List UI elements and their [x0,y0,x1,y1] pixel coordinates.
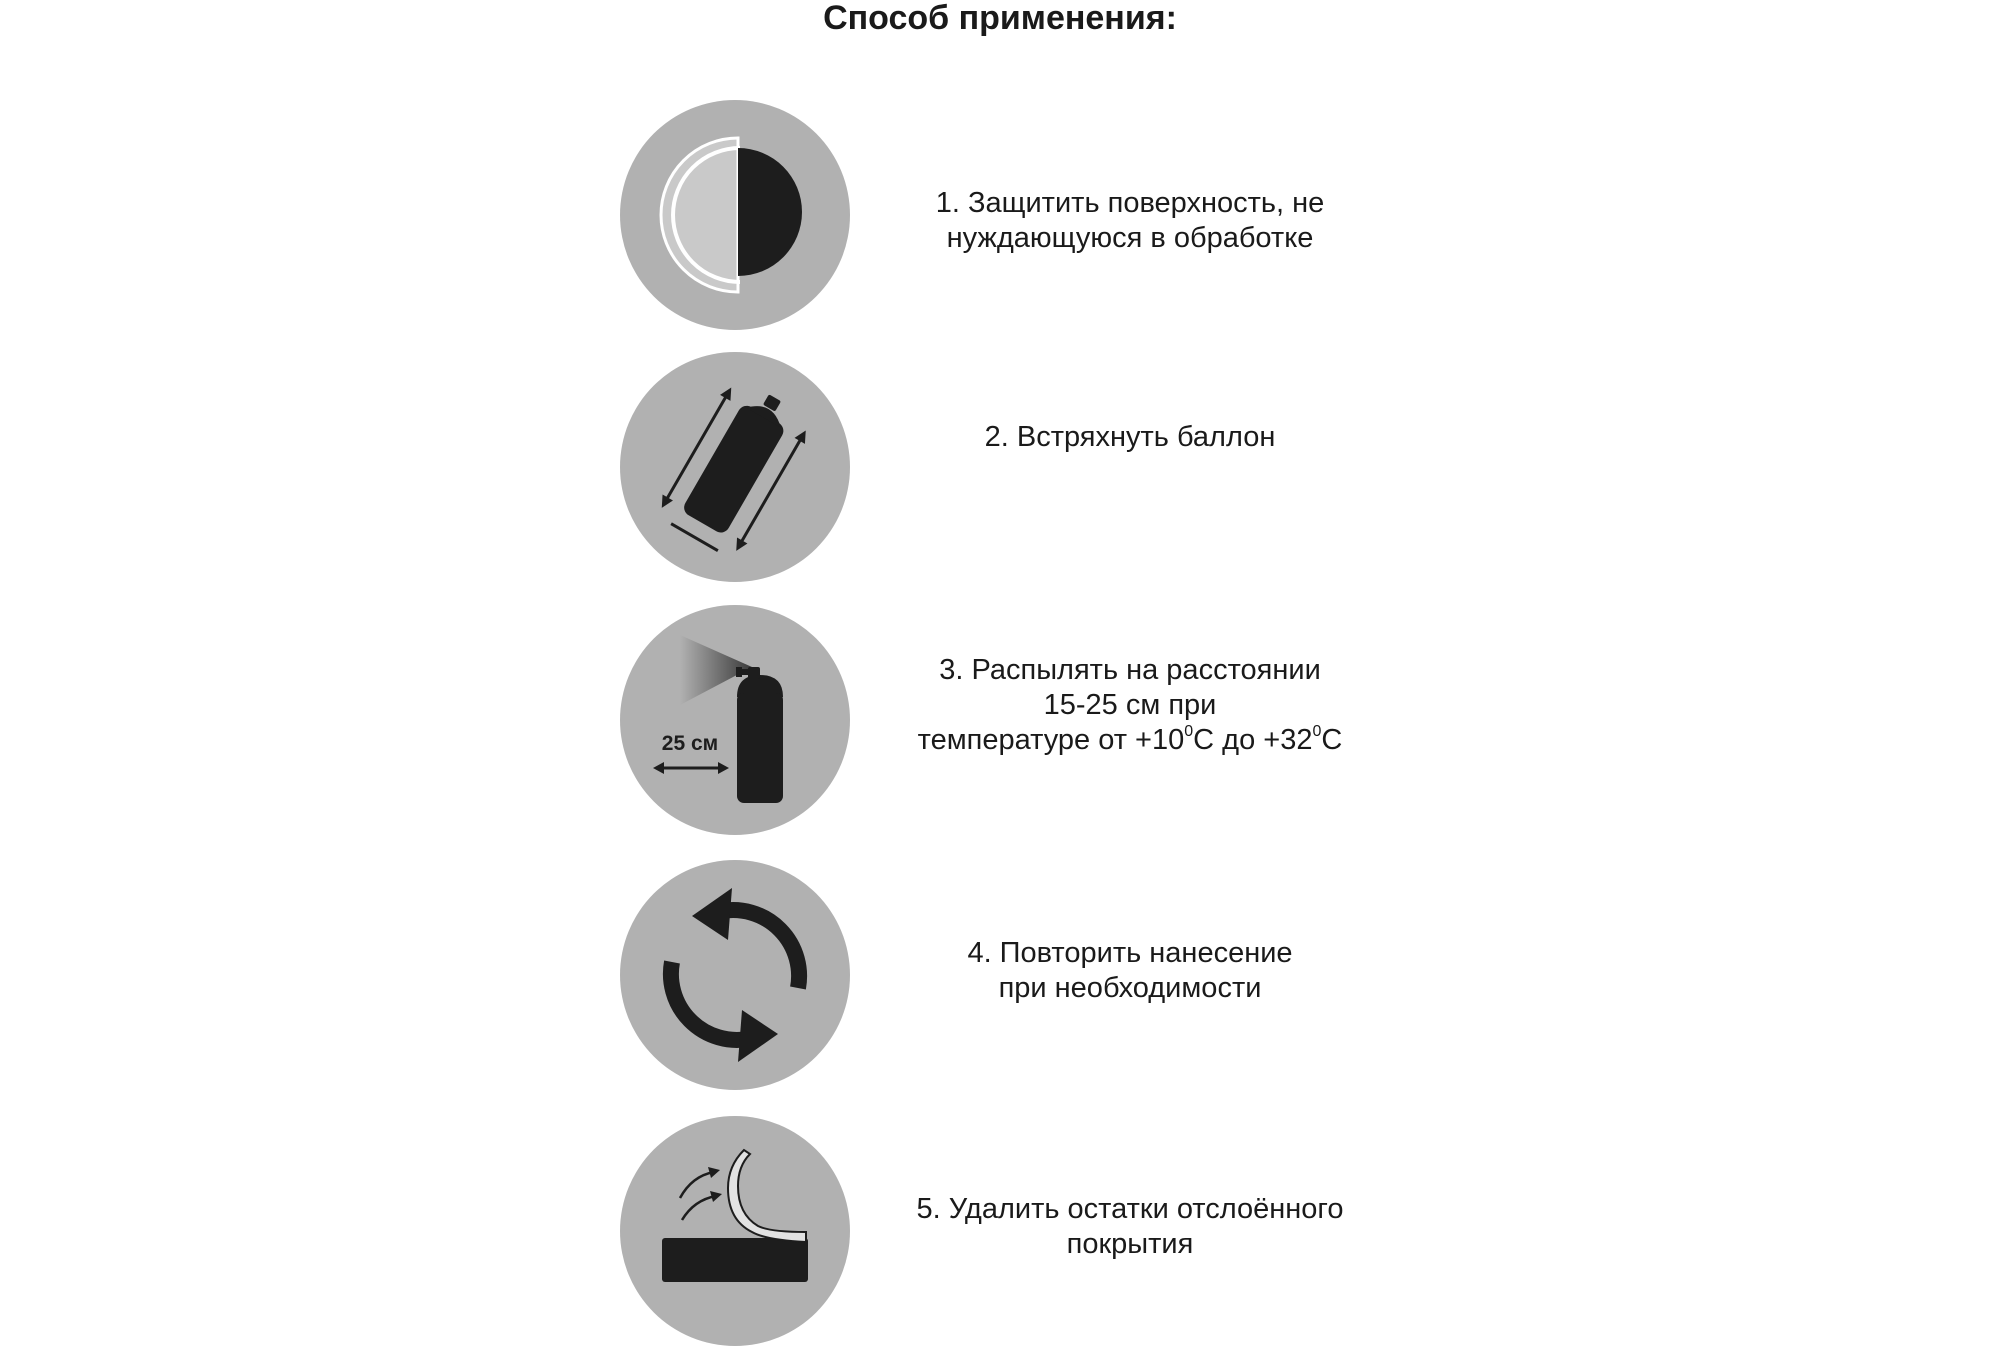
peel-off-icon [620,1116,850,1346]
temperature-middle: С до +32 [1193,724,1313,756]
step-5-line-2: покрытия [1066,1228,1194,1260]
page-title: Способ применения: [823,0,1177,37]
degree-sign-1: 0 [1184,723,1194,740]
step-1 [0,100,2000,330]
step-1-text [870,186,1390,256]
step-3-line-1: 3. Распылять на расстоянии [939,654,1321,686]
spray-distance-label: 25 см [661,732,719,755]
temperature-suffix: С [1321,724,1343,756]
degree-sign-2: 0 [1312,723,1322,740]
step-3-text [870,653,1390,758]
step-2-text [870,420,1390,455]
step-2-line-1: 2. Встряхнуть баллон [984,421,1276,453]
step-4-line-1: 4. Повторить нанесение [967,937,1293,969]
step-4 [0,860,2000,1090]
step-3 [0,605,2000,835]
repeat-arrows-icon [620,860,850,1090]
step-5 [0,1116,2000,1346]
step-4-line-2: при необходимости [998,972,1262,1004]
step-5-text [870,1192,1390,1262]
step-5-line-1: 5. Удалить остатки отслоённого [916,1193,1344,1225]
step-4-text [870,936,1390,1006]
temperature-prefix: температуре от +10 [917,724,1185,756]
half-circle-icon [620,100,850,330]
step-3-line-2: 15-25 см при [1043,689,1217,721]
step-1-line-1: 1. Защитить поверхность, не [935,187,1325,219]
step-2 [0,352,2000,582]
spray-distance-icon [620,605,850,835]
step-1-line-2: нуждающуюся в обработке [946,222,1314,254]
step-3-line-3 [870,723,1390,758]
shake-can-icon [620,352,850,582]
